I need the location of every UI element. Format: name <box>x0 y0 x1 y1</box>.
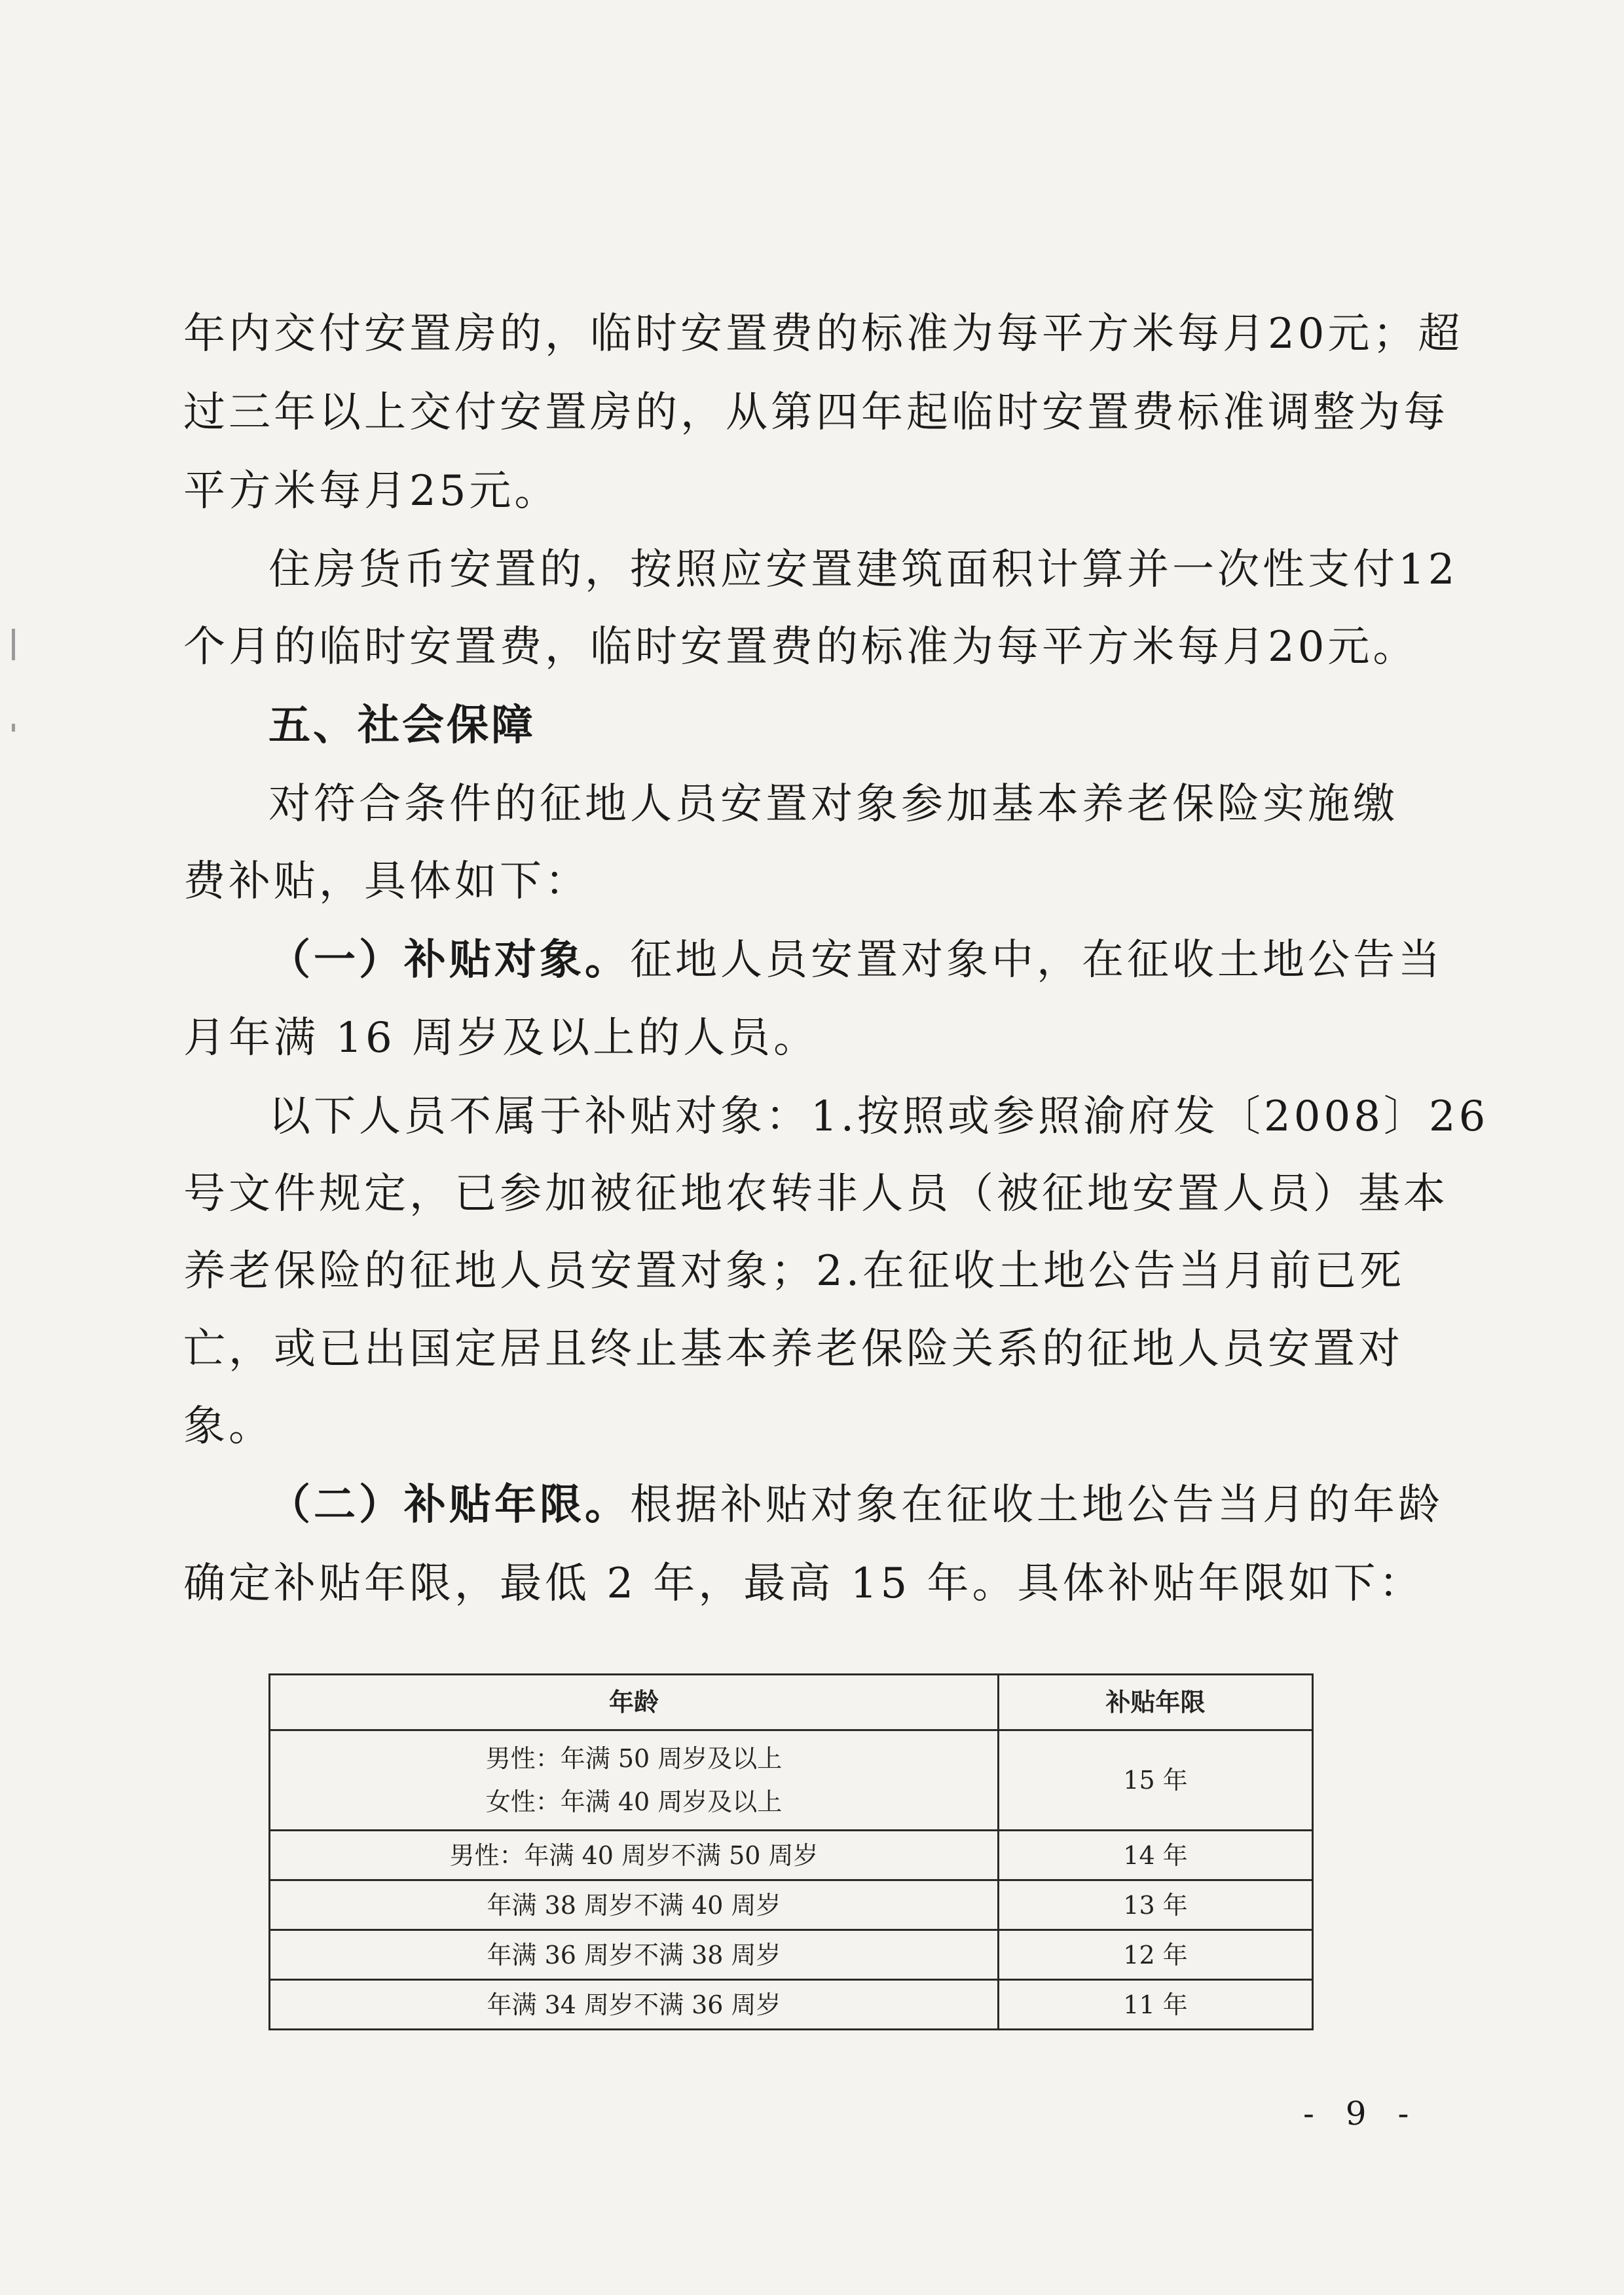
paragraph-6-line-2: 确定补贴年限，最低 2 年，最高 15 年。具体补贴年限如下： <box>183 1559 1424 1608</box>
table-row <box>270 1980 1313 2030</box>
subsection-2-title: （二）补贴年限。 <box>268 1481 630 1529</box>
scan-edge-mark <box>12 629 15 660</box>
paragraph-1-line-2: 过三年以上交付安置房的，从第四年起临时安置费标准调整为每 <box>183 388 1449 437</box>
table-header-row <box>270 1675 1313 1730</box>
paragraph-5-line-4: 亡，或已出国定居且终止基本养老保险关系的征地人员安置对 <box>183 1325 1403 1373</box>
subsidy-years-table <box>268 1673 1314 2030</box>
age-cell: 年满 34 周岁不满 36 周岁 <box>270 1980 999 2030</box>
paragraph-6-line-1 <box>268 1479 1443 1531</box>
header-age: 年龄 <box>270 1675 999 1730</box>
paragraph-5-line-2: 号文件规定，已参加被征地农转非人员（被征地安置人员）基本 <box>183 1170 1449 1218</box>
paragraph-2-line-1: 住房货币安置的，按照应安置建筑面积计算并一次性支付12 <box>268 546 1458 594</box>
page-number: - 9 - <box>1303 2095 1420 2133</box>
header-years: 补贴年限 <box>999 1675 1313 1730</box>
table-row <box>270 1930 1313 1980</box>
years-cell: 12 年 <box>999 1930 1313 1980</box>
paragraph-5-line-5: 象。 <box>183 1402 274 1451</box>
age-line-female: 女性：年满 40 周岁及以上 <box>485 1787 783 1816</box>
paragraph-4-line-2: 月年满 16 周岁及以上的人员。 <box>183 1014 819 1062</box>
subsection-1-title: （一）补贴对象。 <box>268 936 630 984</box>
age-cell <box>270 1730 999 1831</box>
paragraph-3-line-2: 费补贴，具体如下： <box>183 857 590 906</box>
scan-edge-mark <box>12 724 15 732</box>
age-line-male: 男性：年满 50 周岁及以上 <box>485 1744 783 1773</box>
paragraph-4-text: 征地人员安置对象中，在征收土地公告当 <box>630 936 1443 984</box>
table-row <box>270 1730 1313 1831</box>
age-cell: 年满 36 周岁不满 38 周岁 <box>270 1930 999 1980</box>
paragraph-6-text: 根据补贴对象在征收土地公告当月的年龄 <box>630 1481 1443 1529</box>
paragraph-1-line-1: 年内交付安置房的，临时安置费的标准为每平方米每月20元；超 <box>183 310 1464 358</box>
years-cell: 13 年 <box>999 1880 1313 1930</box>
years-cell: 14 年 <box>999 1831 1313 1880</box>
age-cell: 男性：年满 40 周岁不满 50 周岁 <box>270 1831 999 1880</box>
age-cell: 年满 38 周岁不满 40 周岁 <box>270 1880 999 1930</box>
paragraph-1-line-3: 平方米每月25元。 <box>183 467 560 515</box>
section-heading: 五、社会保障 <box>268 701 536 750</box>
years-cell: 15 年 <box>999 1730 1313 1831</box>
paragraph-3-line-1: 对符合条件的征地人员安置对象参加基本养老保险实施缴 <box>268 780 1398 829</box>
years-cell: 11 年 <box>999 1980 1313 2030</box>
table-row <box>270 1831 1313 1880</box>
table-row <box>270 1880 1313 1930</box>
paragraph-5-line-1: 以下人员不属于补贴对象：1.按照或参照渝府发〔2008〕26 <box>268 1092 1489 1141</box>
paragraph-2-line-2: 个月的临时安置费，临时安置费的标准为每平方米每月20元。 <box>183 623 1418 671</box>
paragraph-5-line-3: 养老保险的征地人员安置对象；2.在征收土地公告当月前已死 <box>183 1247 1405 1296</box>
paragraph-4-line-1 <box>268 934 1443 986</box>
